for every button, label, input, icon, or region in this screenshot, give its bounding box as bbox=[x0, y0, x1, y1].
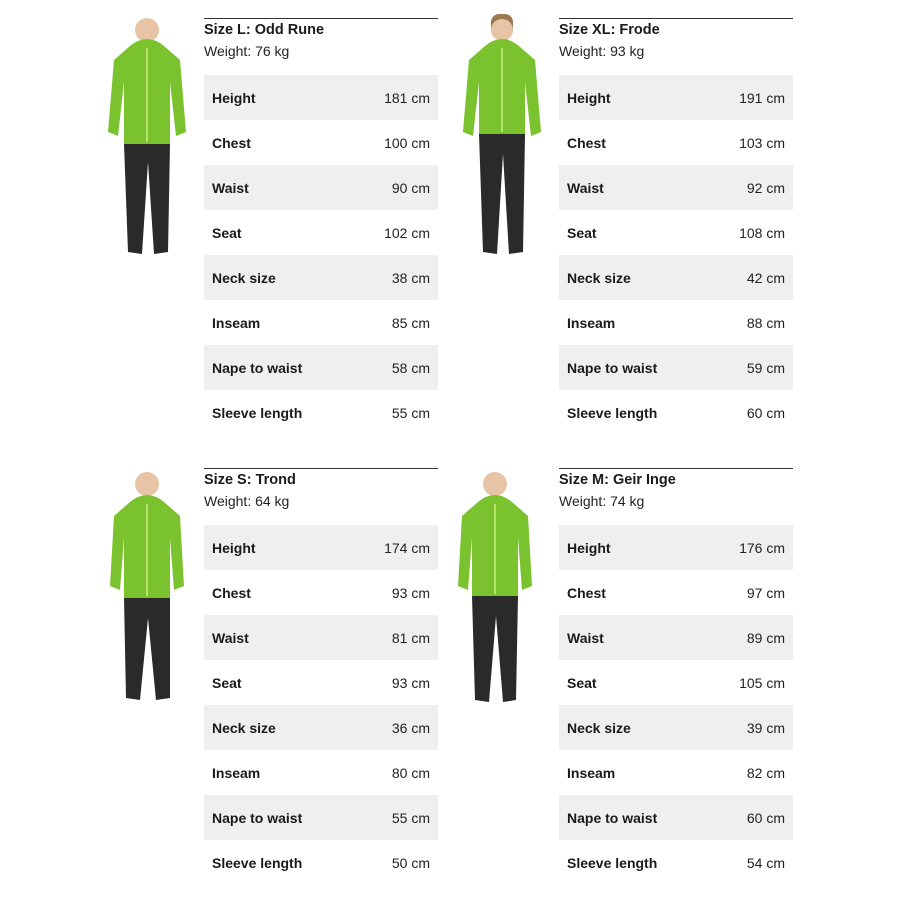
row-value: 42 cm bbox=[746, 269, 785, 286]
row-value: 39 cm bbox=[746, 719, 785, 736]
model-title: Size M: Geir Inge bbox=[559, 472, 676, 488]
row-value: 92 cm bbox=[746, 179, 785, 196]
row-value: 82 cm bbox=[746, 764, 785, 781]
row-label: Waist bbox=[567, 629, 604, 646]
row-value: 176 cm bbox=[739, 539, 785, 556]
table-row bbox=[559, 795, 793, 840]
measurement-table bbox=[204, 75, 438, 435]
row-value: 90 cm bbox=[391, 179, 430, 196]
row-label: Nape to waist bbox=[212, 809, 303, 826]
model-info bbox=[204, 468, 438, 885]
model-title: Size L: Odd Rune bbox=[204, 22, 325, 38]
row-label: Height bbox=[567, 89, 611, 106]
row-value: 36 cm bbox=[391, 719, 430, 736]
row-label: Inseam bbox=[567, 764, 616, 781]
model-info bbox=[559, 468, 793, 885]
row-label: Seat bbox=[567, 224, 597, 241]
model-weight: Weight: 64 kg bbox=[204, 493, 290, 509]
row-label: Height bbox=[567, 539, 611, 556]
table-row bbox=[204, 705, 438, 750]
table-row bbox=[204, 660, 438, 705]
row-label: Nape to waist bbox=[567, 359, 658, 376]
model-panel-l bbox=[100, 12, 492, 444]
measurement-table bbox=[204, 525, 438, 885]
model-weight: Weight: 74 kg bbox=[559, 493, 645, 509]
row-label: Chest bbox=[212, 134, 251, 151]
table-row bbox=[559, 120, 793, 165]
table-row bbox=[559, 345, 793, 390]
row-label: Sleeve length bbox=[567, 854, 658, 871]
row-value: 93 cm bbox=[391, 674, 430, 691]
row-value: 102 cm bbox=[384, 224, 430, 241]
row-value: 60 cm bbox=[746, 809, 785, 826]
row-value: 97 cm bbox=[746, 584, 785, 601]
table-row bbox=[204, 390, 438, 435]
row-value: 80 cm bbox=[391, 764, 430, 781]
row-value: 88 cm bbox=[746, 314, 785, 331]
header-rule bbox=[204, 18, 438, 19]
row-label: Nape to waist bbox=[567, 809, 658, 826]
row-value: 55 cm bbox=[391, 809, 430, 826]
row-label: Chest bbox=[212, 584, 251, 601]
model-photo bbox=[455, 462, 549, 712]
model-photo bbox=[455, 12, 549, 262]
row-value: 191 cm bbox=[739, 89, 785, 106]
header-rule bbox=[204, 468, 438, 469]
header-rule bbox=[559, 18, 793, 19]
row-label: Waist bbox=[212, 629, 249, 646]
row-value: 89 cm bbox=[746, 629, 785, 646]
row-label: Seat bbox=[212, 674, 242, 691]
row-label: Inseam bbox=[212, 314, 261, 331]
table-row bbox=[204, 75, 438, 120]
model-weight: Weight: 76 kg bbox=[204, 43, 290, 59]
row-value: 50 cm bbox=[391, 854, 430, 871]
table-row bbox=[204, 120, 438, 165]
table-row bbox=[204, 525, 438, 570]
table-row bbox=[559, 750, 793, 795]
row-value: 58 cm bbox=[391, 359, 430, 376]
table-row bbox=[204, 570, 438, 615]
table-row bbox=[559, 390, 793, 435]
row-label: Seat bbox=[212, 224, 242, 241]
row-label: Neck size bbox=[212, 719, 276, 736]
row-value: 174 cm bbox=[384, 539, 430, 556]
table-row bbox=[559, 570, 793, 615]
row-label: Neck size bbox=[212, 269, 276, 286]
row-label: Seat bbox=[567, 674, 597, 691]
row-value: 60 cm bbox=[746, 404, 785, 421]
row-label: Sleeve length bbox=[212, 404, 303, 421]
table-row bbox=[559, 300, 793, 345]
row-value: 59 cm bbox=[746, 359, 785, 376]
row-value: 38 cm bbox=[391, 269, 430, 286]
table-row bbox=[559, 615, 793, 660]
table-row bbox=[204, 795, 438, 840]
row-value: 103 cm bbox=[739, 134, 785, 151]
row-value: 93 cm bbox=[391, 584, 430, 601]
table-row bbox=[204, 840, 438, 885]
header-rule bbox=[559, 468, 793, 469]
row-value: 105 cm bbox=[739, 674, 785, 691]
model-info bbox=[204, 18, 438, 435]
row-value: 108 cm bbox=[739, 224, 785, 241]
model-weight: Weight: 93 kg bbox=[559, 43, 645, 59]
table-row bbox=[559, 660, 793, 705]
model-photo bbox=[100, 462, 194, 712]
model-photo bbox=[100, 12, 194, 262]
row-label: Sleeve length bbox=[212, 854, 303, 871]
row-label: Inseam bbox=[212, 764, 261, 781]
row-label: Nape to waist bbox=[212, 359, 303, 376]
table-row bbox=[559, 705, 793, 750]
row-label: Neck size bbox=[567, 719, 631, 736]
row-label: Sleeve length bbox=[567, 404, 658, 421]
row-label: Waist bbox=[567, 179, 604, 196]
row-value: 55 cm bbox=[391, 404, 430, 421]
row-label: Inseam bbox=[567, 314, 616, 331]
row-value: 100 cm bbox=[384, 134, 430, 151]
table-row bbox=[204, 615, 438, 660]
table-row bbox=[204, 345, 438, 390]
row-value: 85 cm bbox=[391, 314, 430, 331]
table-row bbox=[204, 165, 438, 210]
table-row bbox=[559, 210, 793, 255]
table-row bbox=[204, 750, 438, 795]
table-row bbox=[204, 255, 438, 300]
table-row bbox=[559, 255, 793, 300]
table-row bbox=[559, 165, 793, 210]
model-title: Size S: Trond bbox=[204, 472, 296, 488]
table-row bbox=[559, 840, 793, 885]
row-label: Height bbox=[212, 89, 256, 106]
model-panel-s bbox=[100, 462, 492, 894]
row-label: Waist bbox=[212, 179, 249, 196]
table-row bbox=[204, 300, 438, 345]
measurement-table bbox=[559, 75, 793, 435]
model-title: Size XL: Frode bbox=[559, 22, 660, 38]
row-value: 81 cm bbox=[391, 629, 430, 646]
row-value: 181 cm bbox=[384, 89, 430, 106]
table-row bbox=[204, 210, 438, 255]
row-label: Neck size bbox=[567, 269, 631, 286]
row-value: 54 cm bbox=[746, 854, 785, 871]
row-label: Chest bbox=[567, 134, 606, 151]
row-label: Chest bbox=[567, 584, 606, 601]
model-panel-xl bbox=[455, 12, 847, 444]
row-label: Height bbox=[212, 539, 256, 556]
model-panel-m bbox=[455, 462, 847, 894]
table-row bbox=[559, 525, 793, 570]
table-row bbox=[559, 75, 793, 120]
measurement-table bbox=[559, 525, 793, 885]
model-info bbox=[559, 18, 793, 435]
